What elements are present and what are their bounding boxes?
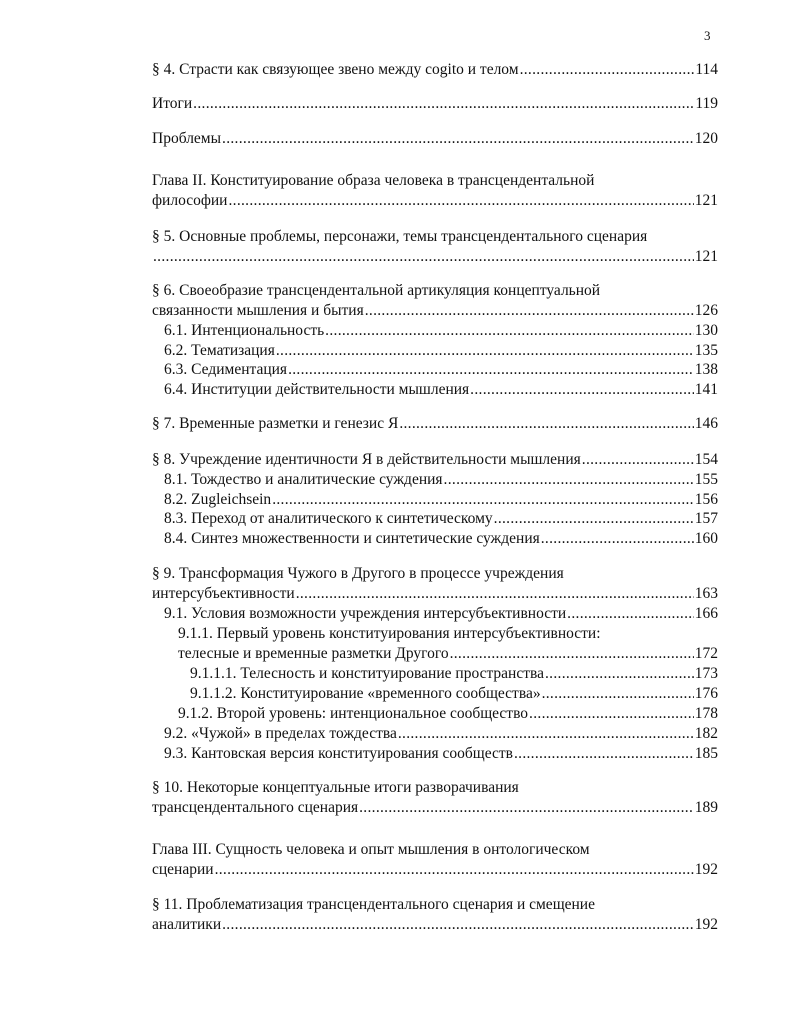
- toc-leader: [359, 798, 694, 818]
- toc-entry-page: 160: [694, 530, 718, 547]
- toc-entry-title: 8.3. Переход от аналитического к синтетическому: [164, 510, 493, 527]
- toc-entry-title: § 5. Основные проблемы, персонажи, темы трансцендентального сценария: [152, 228, 648, 245]
- toc-entry-title: Итоги: [152, 95, 193, 112]
- toc-entry-title: 9.1.2. Второй уровень: интенциональное сообщество: [178, 705, 529, 722]
- toc-entry: [164, 744, 718, 764]
- toc-entry-title: Глава III. Сущность человека и опыт мышления в онтологическом: [152, 841, 590, 858]
- toc-leader: [542, 684, 694, 704]
- toc-entry-title: 6.3. Седиментация: [164, 361, 288, 378]
- toc-leader: [514, 744, 694, 764]
- toc-entry-title: 9.1. Условия возможности учреждения интерсубъективности: [164, 605, 567, 622]
- toc-entry-page: 114: [695, 61, 718, 78]
- toc-entry: [190, 664, 718, 684]
- toc-entry: [178, 704, 718, 724]
- toc-entry-title: философии: [152, 192, 228, 209]
- toc-leader: [494, 509, 694, 529]
- toc-entry-page: 135: [694, 342, 718, 359]
- toc-entry: [152, 840, 718, 860]
- toc-entry-page: 154: [694, 451, 718, 468]
- toc-entry-title: интерсубъективности: [152, 585, 295, 602]
- toc-entry-title: аналитики: [152, 916, 222, 933]
- toc-entry-title: 6.2. Тематизация: [164, 342, 275, 359]
- toc-entry-title: 8.1. Тождество и аналитические суждения: [164, 471, 443, 488]
- toc-entry: [152, 247, 718, 267]
- toc-entry: [164, 509, 718, 529]
- toc-leader: [215, 860, 694, 880]
- toc-entry: [152, 584, 718, 604]
- toc-leader: [398, 724, 694, 744]
- toc-entry-title: § 6. Своеобразие трансцендентальной артикуляция концептуальной: [152, 282, 601, 299]
- toc-leader: [296, 584, 694, 604]
- toc-entry-title: 9.1.1. Первый уровень конституирования интерсубъективности:: [178, 625, 601, 642]
- toc-entry: [164, 724, 718, 744]
- toc-leader: [444, 470, 694, 490]
- toc-leader: [529, 704, 694, 724]
- toc-entry: [152, 450, 718, 470]
- toc-leader: [450, 644, 694, 664]
- toc-entry-page: 157: [694, 510, 718, 527]
- toc-entry-page: 189: [694, 799, 718, 816]
- toc-entry-title: § 4. Страсти как связующее звено между cogito и телом: [152, 61, 519, 78]
- toc-leader: [520, 60, 695, 80]
- toc-entry-page: 192: [694, 916, 718, 933]
- toc-leader: [222, 129, 694, 149]
- toc-entry: [178, 644, 718, 664]
- toc-entry-title: 8.2. Zugleichsein: [164, 491, 272, 508]
- toc-entry: [164, 470, 718, 490]
- toc-entry: [164, 360, 718, 380]
- toc-leader: [276, 341, 694, 361]
- toc-leader: [222, 915, 694, 935]
- toc-leader: [399, 414, 693, 434]
- toc-entry-title: трансцендентального сценария: [152, 799, 359, 816]
- toc-entry-title: § 8. Учреждение идентичности Я в действительности мышления: [152, 451, 581, 468]
- toc-entry-title: 8.4. Синтез множественности и синтетические суждения: [164, 530, 540, 547]
- toc-entry-title: 6.4. Институции действительности мышления: [164, 381, 470, 398]
- toc-entry-page: 138: [694, 361, 718, 378]
- toc-entry-title: Глава II. Конституирование образа человека в трансцендентальной: [152, 172, 595, 189]
- toc-entry-title: § 10. Некоторые концептуальные итоги разворачивания: [152, 779, 519, 796]
- toc-leader: [228, 191, 693, 211]
- toc-entry-title: связанности мышления и бытия: [152, 302, 364, 319]
- toc-entry-title: 9.3. Кантовская версия конституирования сообществ: [164, 745, 513, 762]
- toc-leader: [272, 490, 694, 510]
- toc-entry-page: 178: [694, 705, 718, 722]
- toc-leader: [545, 664, 694, 684]
- toc-entry-page: 182: [694, 725, 718, 742]
- toc-entry-page: 185: [694, 745, 718, 762]
- toc-entry: [178, 624, 718, 644]
- toc-entry-page: 126: [694, 302, 718, 319]
- toc-entry-page: 130: [694, 322, 718, 339]
- toc-entry: [164, 380, 718, 400]
- toc-entry-title: 9.1.1.2. Конституирование «временного сообщества»: [190, 685, 541, 702]
- toc-entry-page: 120: [694, 130, 718, 147]
- toc-entry-page: 121: [694, 192, 718, 209]
- toc-entry-title: § 11. Проблематизация трансцендентального сценария и смещение: [152, 896, 595, 913]
- toc-entry: [152, 301, 718, 321]
- toc-leader: [582, 450, 694, 470]
- toc-entry: [152, 414, 718, 434]
- toc-entry: [152, 564, 718, 584]
- toc-entry: [152, 191, 718, 211]
- toc-entry: [152, 94, 718, 114]
- toc-leader: [193, 94, 694, 114]
- toc-entry-title: § 7. Временные разметки и генезис Я: [152, 415, 399, 432]
- toc-leader: [325, 321, 694, 341]
- toc-leader: [541, 529, 694, 549]
- toc-entry-page: 192: [694, 861, 718, 878]
- toc-leader: [153, 247, 694, 267]
- toc-entry: [164, 529, 718, 549]
- toc-entry-page: 166: [694, 605, 718, 622]
- toc-entry-page: 146: [694, 415, 718, 432]
- toc-leader: [470, 380, 694, 400]
- toc-leader: [567, 604, 694, 624]
- toc-leader: [365, 301, 694, 321]
- toc-entry: [152, 895, 718, 915]
- toc-entry-page: 156: [694, 491, 718, 508]
- toc-entry: [164, 604, 718, 624]
- toc-entry: [152, 778, 718, 798]
- toc-entry-title: 9.2. «Чужой» в пределах тождества: [164, 725, 397, 742]
- toc-entry: [152, 227, 718, 247]
- toc-entry: [164, 490, 718, 510]
- toc-entry-page: 155: [694, 471, 718, 488]
- toc-entry-title: § 9. Трансформация Чужого в Другого в процессе учреждения: [152, 565, 564, 582]
- toc-entry-page: 121: [694, 248, 718, 265]
- toc-entry-page: 119: [695, 95, 718, 112]
- toc-entry: [152, 915, 718, 935]
- toc-entry-page: 173: [694, 665, 718, 682]
- toc-entry: [152, 129, 718, 149]
- page-number: 3: [704, 28, 711, 43]
- toc-entry: [190, 684, 718, 704]
- toc-leader: [288, 360, 694, 380]
- toc-entry: [152, 798, 718, 818]
- toc-entry-title: сценарии: [152, 861, 214, 878]
- toc-entry-title: Проблемы: [152, 130, 222, 147]
- toc-entry: [152, 171, 718, 191]
- toc-entry-page: 172: [694, 645, 718, 662]
- toc-entry: [152, 60, 718, 80]
- toc-entry: [164, 341, 718, 361]
- toc-entry-title: 6.1. Интенциональность: [164, 322, 325, 339]
- toc-entry: [152, 281, 718, 301]
- toc-entry-title: 9.1.1.1. Телесность и конституирование пространства: [190, 665, 544, 682]
- toc-entry: [164, 321, 718, 341]
- toc-entry-page: 176: [694, 685, 718, 702]
- toc-entry-page: 163: [694, 585, 718, 602]
- toc-entry-title: телесные и временные разметки Другого: [178, 645, 449, 662]
- toc-entry: [152, 860, 718, 880]
- toc-entry-page: 141: [694, 381, 718, 398]
